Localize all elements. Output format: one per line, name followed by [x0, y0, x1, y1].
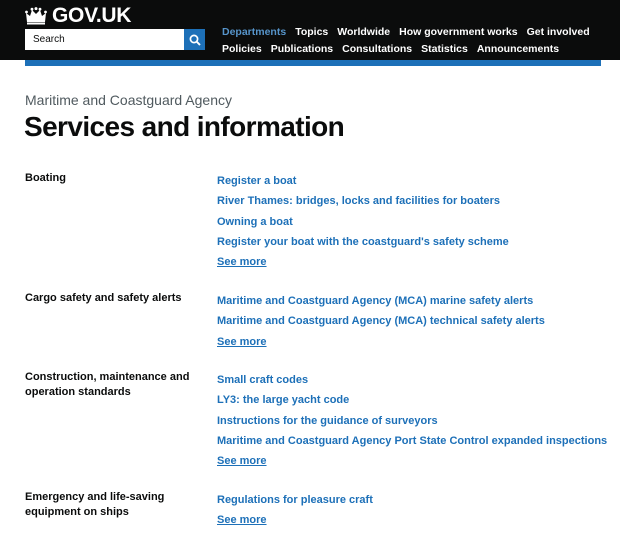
nav-row-primary	[222, 26, 590, 38]
service-link[interactable]: Maritime and Coastguard Agency Port State Control expanded inspections	[217, 434, 608, 447]
list-item	[217, 390, 607, 410]
section-links	[217, 490, 373, 531]
nav-link-worldwide[interactable]: Worldwide	[337, 26, 391, 38]
list-item	[217, 232, 509, 252]
see-more-link[interactable]: See more	[217, 256, 267, 269]
crown-icon	[25, 7, 47, 25]
service-link[interactable]: Instructions for the guidance of surveyors	[217, 414, 438, 427]
nav-link-how-government-works[interactable]: How government works	[399, 26, 518, 38]
section-links	[217, 370, 607, 471]
nav-link-statistics[interactable]: Statistics	[421, 43, 468, 55]
list-item	[217, 212, 509, 232]
list-item	[217, 171, 509, 191]
service-link[interactable]: Maritime and Coastguard Agency (MCA) technical safety alerts	[217, 315, 545, 328]
service-link[interactable]: River Thames: bridges, locks and facilities for boaters	[217, 195, 501, 208]
list-item	[217, 332, 545, 352]
section-title: Emergency and life-saving equipment on ships	[25, 491, 165, 518]
nav-row-secondary	[222, 43, 590, 55]
nav-link-policies[interactable]: Policies	[222, 43, 262, 55]
list-item	[217, 451, 607, 471]
list-item	[217, 311, 545, 331]
list-item	[217, 191, 509, 211]
see-more-link[interactable]: See more	[217, 335, 267, 348]
service-link[interactable]: Register your boat with the coastguard's safety scheme	[217, 235, 509, 248]
list-item	[217, 370, 607, 390]
list-item	[217, 411, 607, 431]
service-link[interactable]: Small craft codes	[217, 374, 309, 386]
nav-link-get-involved[interactable]: Get involved	[526, 26, 590, 38]
section-links	[217, 171, 509, 272]
service-link[interactable]: Regulations for pleasure craft	[217, 494, 373, 506]
section-title: Construction, maintenance and operation standards	[25, 371, 190, 398]
logo-text: GOV.UK	[52, 4, 132, 27]
page-title: Services and information	[24, 111, 345, 142]
list-item	[217, 490, 373, 510]
govuk-logo-link[interactable]	[25, 4, 131, 28]
see-more-link[interactable]: See more	[217, 455, 267, 468]
list-item	[217, 291, 545, 311]
service-link[interactable]: Register a boat	[217, 175, 297, 187]
search-button[interactable]	[184, 29, 205, 50]
header-accent-bar	[25, 60, 601, 66]
search-input[interactable]	[25, 29, 185, 50]
see-more-link[interactable]: See more	[217, 514, 267, 527]
list-item	[217, 252, 509, 272]
section-title: Boating	[25, 172, 66, 184]
service-link[interactable]: LY3: the large yacht code	[217, 394, 350, 407]
list-item	[217, 431, 607, 451]
organisation-name: Maritime and Coastguard Agency	[25, 92, 232, 108]
nav-link-departments[interactable]: Departments	[222, 26, 287, 38]
nav-link-topics[interactable]: Topics	[295, 26, 329, 38]
section-links	[217, 291, 545, 352]
list-item	[217, 510, 373, 530]
site-header	[0, 0, 620, 60]
search-icon	[189, 34, 201, 46]
service-link[interactable]: Owning a boat	[217, 215, 293, 228]
nav-link-publications[interactable]: Publications	[270, 43, 334, 55]
nav-link-announcements[interactable]: Announcements	[476, 43, 560, 55]
nav-link-consultations[interactable]: Consultations	[342, 43, 413, 55]
main-navigation	[222, 26, 590, 55]
service-link[interactable]: Maritime and Coastguard Agency (MCA) marine safety alerts	[217, 295, 534, 307]
section-title: Cargo safety and safety alerts	[25, 292, 182, 304]
